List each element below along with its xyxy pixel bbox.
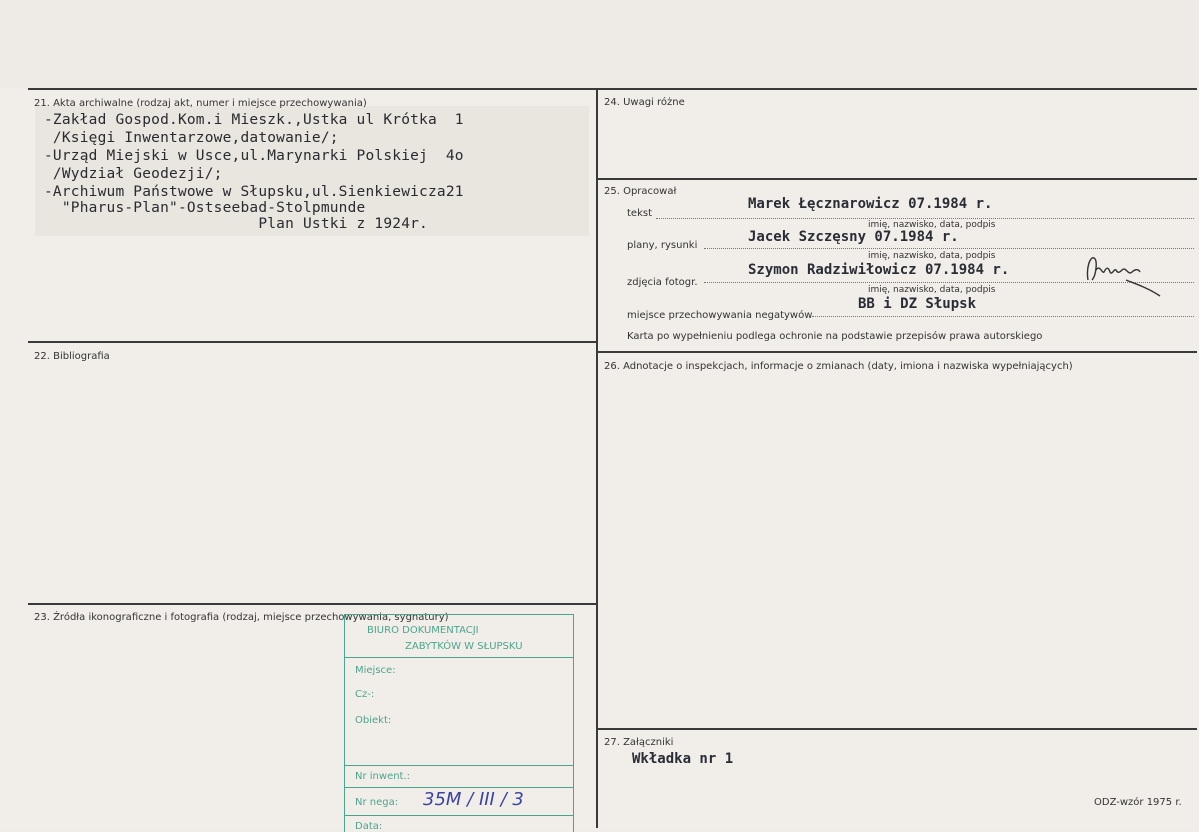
section-21-label: 21. Akta archiwalne (rodzaj akt, numer i miejsce przechowywania) [34,98,367,109]
negatives-location-line [812,316,1194,317]
drawings-author-value: Jacek Szczęsny 07.1984 r. [748,229,959,245]
stamp-field-date: Data: [355,821,383,832]
stamp-field-negative: Nr nega: [355,797,399,808]
stamp-field-inventory: Nr inwent.: [355,771,411,782]
copyright-note: Karta po wypełnieniu podlega ochronie na podstawie przepisów prawa autorskiego [627,331,1043,342]
archive-line-7: Plan Ustki z 1924r. [44,216,428,232]
stamp-rule-3 [345,787,573,788]
center-divider [596,88,598,828]
stamp-line-1: BIURO DOKUMENTACJI [367,625,479,636]
form-code: ODZ-wzór 1975 r. [1094,797,1182,808]
archive-line-1: -Zakład Gospod.Kom.i Mieszk.,Ustka ul Krótka 1 [44,112,464,128]
text-author-label: tekst [627,208,652,219]
negative-number-handwritten: 35M / III / 3 [423,789,524,810]
stamp-field-place: Miejsce: [355,665,396,676]
photos-author-label: zdjęcia fotogr. [627,277,698,288]
stamp-field-part: Cz-: [355,689,375,700]
archive-line-4: /Wydział Geodezji/; [44,166,223,182]
section-27-label: 27. Załączniki [604,737,674,748]
card-top-margin [0,0,1199,88]
attachments-value: Wkładka nr 1 [632,751,734,767]
stamp-line-2: ZABYTKÓW W SŁUPSKU [405,641,523,652]
stamp-rule-4 [345,815,573,816]
negatives-location-label: miejsce przechowywania negatywów [627,310,813,321]
stamp-field-object: Obiekt: [355,715,392,726]
drawings-author-label: plany, rysunki [627,240,698,251]
top-border [28,88,1197,90]
section-26-label: 26. Adnotacje o inspekcjach, informacje o zmianach (daty, imiona i nazwiska wypełniających) [604,361,1073,372]
text-author-sub: imię, nazwisko, data, podpis [868,220,996,230]
stamp-rule-2 [345,765,573,766]
text-author-value: Marek Łęcznarowicz 07.1984 r. [748,196,993,212]
section-22-label: 22. Bibliografia [34,351,110,362]
signature-icon [1082,250,1162,300]
drawings-author-line [704,248,1194,249]
archive-stamp [344,614,574,832]
section-23-label: 23. Źródła ikonograficzne i fotografia (rodzaj, miejsce przechowywania, sygnatury) [34,612,449,623]
archive-line-6: "Pharus-Plan"-Ostseebad-Stolpmunde [44,200,366,216]
divider-24-25 [598,178,1197,180]
drawings-author-sub: imię, nazwisko, data, podpis [868,251,996,261]
photos-author-value: Szymon Radziwiłowicz 07.1984 r. [748,262,1010,278]
divider-25-26 [598,351,1197,353]
photos-author-sub: imię, nazwisko, data, podpis [868,285,996,295]
divider-26-27 [598,728,1197,730]
divider-22-23 [28,603,596,605]
stamp-rule [345,657,573,658]
section-25-label: 25. Opracował [604,186,677,197]
text-author-line [656,218,1194,219]
divider-21-22 [28,341,596,343]
archive-line-2: /Księgi Inwentarzowe,datowanie/; [44,130,339,146]
negatives-location-value: BB i DZ Słupsk [858,296,977,312]
section-24-label: 24. Uwagi różne [604,97,685,108]
archive-line-5: -Archiwum Państwowe w Słupsku,ul.Sienkiewicza21 [44,184,464,200]
archive-line-3: -Urząd Miejski w Usce,ul.Marynarki Polskiej 4o [44,148,464,164]
